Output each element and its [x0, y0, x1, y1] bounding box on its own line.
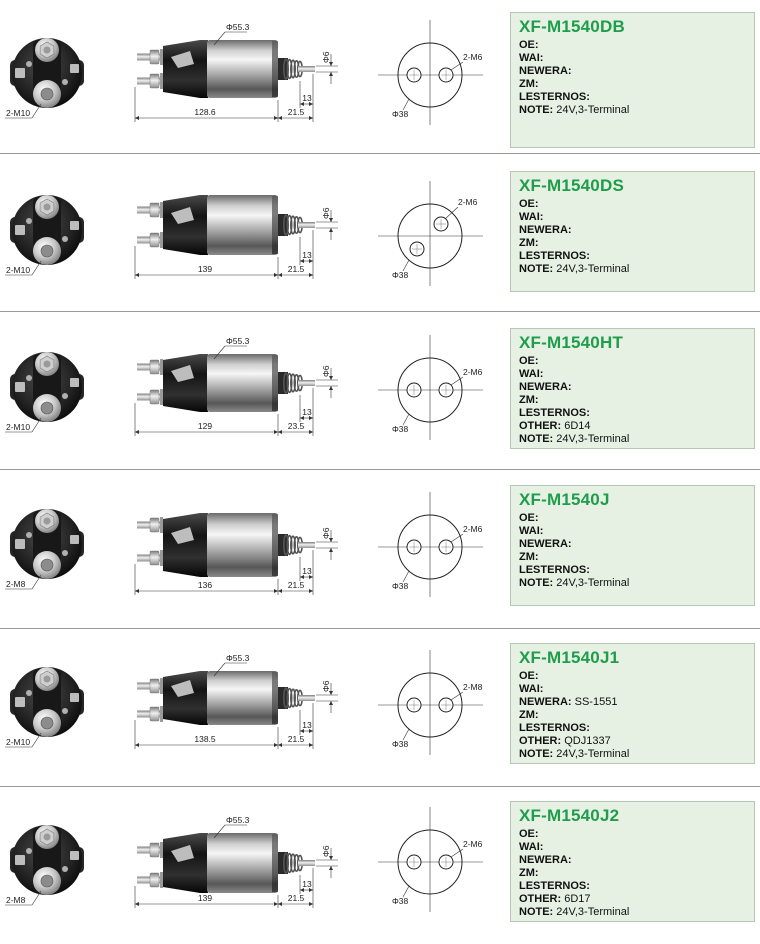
right-terminal: [70, 851, 79, 860]
field-zm-label: ZM:: [519, 551, 539, 563]
plunger-dimension-label: 21.5: [287, 734, 305, 744]
lower-terminal-stud: [41, 88, 53, 100]
hole-thread-label: 2-M8: [463, 682, 483, 692]
terminal-nut: [150, 518, 159, 532]
plunger-pin: [298, 695, 315, 701]
field-zm-label: ZM:: [519, 237, 539, 249]
terminal-washer: [160, 706, 163, 722]
end-view-image: [5, 667, 84, 747]
field-note: [519, 577, 746, 590]
mounting-hole-diagram: [378, 807, 483, 912]
field-newera-label: NEWERA:: [519, 854, 572, 866]
field-newera: [519, 854, 746, 867]
product-row: [0, 471, 760, 628]
product-row: [0, 787, 760, 944]
pin-dia-label: Φ6: [321, 845, 331, 857]
left-terminal: [15, 68, 25, 78]
right-terminal: [70, 64, 79, 73]
field-note-label: NOTE:: [519, 577, 554, 589]
field-other-label: OTHER:: [519, 735, 562, 747]
field-oe-label: OE:: [519, 355, 539, 367]
field-note-label: NOTE:: [519, 104, 554, 116]
terminal-washer: [160, 872, 163, 888]
field-wai-label: WAI:: [519, 841, 544, 853]
mounting-hole-diagram: [378, 650, 483, 755]
terminal-nut: [150, 203, 159, 217]
side-view-image: [135, 513, 338, 595]
end-view-image: [5, 352, 84, 432]
field-note: [519, 433, 746, 446]
solenoid-cap: [163, 195, 208, 255]
product-info-box: [510, 801, 755, 922]
plunger-pin: [298, 380, 315, 386]
stroke-dimension-label: 13: [302, 250, 312, 260]
plunger-dimension-label: 21.5: [287, 893, 305, 903]
field-lesternos: [519, 880, 746, 893]
upper-terminal-stud: [44, 47, 51, 54]
terminal-nut: [150, 74, 159, 88]
left-terminal: [15, 382, 25, 392]
body-dia-label: Φ55.3: [226, 22, 250, 32]
field-lesternos-label: LESTERNOS:: [519, 91, 590, 103]
hole-thread-label: 2-M6: [463, 524, 483, 534]
body-rim: [272, 834, 278, 892]
end-view-image: [5, 825, 84, 905]
left-screw: [26, 218, 32, 224]
flange-dia-label: Φ38: [392, 896, 409, 906]
upper-terminal-stud: [44, 518, 51, 525]
field-newera-label: NEWERA:: [519, 224, 572, 236]
left-terminal: [15, 697, 25, 707]
end-view-image: [5, 195, 84, 275]
field-newera: [519, 696, 746, 709]
lower-terminal-stud: [41, 559, 53, 571]
product-row: [0, 314, 760, 471]
field-zm-label: ZM:: [519, 394, 539, 406]
field-other-value: QDJ1337: [564, 735, 611, 747]
field-note: [519, 263, 746, 276]
field-newera-label: NEWERA:: [519, 696, 572, 708]
solenoid-body: [207, 833, 278, 893]
field-oe: [519, 670, 746, 683]
field-zm: [519, 551, 746, 564]
product-info-box: [510, 643, 755, 764]
right-terminal: [70, 693, 79, 702]
right-screw: [62, 550, 68, 556]
right-terminal: [70, 221, 79, 230]
terminal-washer: [160, 389, 163, 405]
model-number: XF-M1540HT: [519, 333, 624, 352]
hole-thread-label: 2-M6: [463, 367, 483, 377]
stroke-dimension-label: 13: [302, 407, 312, 417]
solenoid-body: [207, 513, 278, 577]
flange-dia-label: Φ38: [392, 424, 409, 434]
left-terminal: [15, 225, 25, 235]
solenoid-body: [207, 40, 278, 98]
field-other-label: OTHER:: [519, 893, 562, 905]
field-other-label: OTHER:: [519, 420, 562, 432]
field-lesternos: [519, 564, 746, 577]
field-note-value: 24V,3-Terminal: [556, 577, 630, 589]
pin-dia-label: Φ6: [321, 527, 331, 539]
side-view-image: [135, 653, 338, 749]
right-terminal: [70, 378, 79, 387]
product-row: [0, 629, 760, 786]
field-wai: [519, 841, 746, 854]
terminal-nut: [150, 679, 159, 693]
field-note-label: NOTE:: [519, 433, 554, 445]
field-oe: [519, 355, 746, 368]
field-wai-label: WAI:: [519, 525, 544, 537]
plunger-dimension-label: 21.5: [287, 580, 305, 590]
field-note-label: NOTE:: [519, 748, 554, 760]
terminal-thread-label: 2-M8: [6, 895, 26, 905]
field-wai: [519, 211, 746, 224]
product-drawings: [0, 314, 500, 471]
terminal-nut: [150, 843, 159, 857]
flange-dia-label: Φ38: [392, 109, 409, 119]
terminal-nut: [150, 360, 159, 374]
terminal-washer: [160, 678, 163, 694]
plunger-dimension-label: 21.5: [287, 107, 305, 117]
right-terminal: [70, 535, 79, 544]
terminal-thread-label: 2-M10: [6, 737, 31, 747]
field-zm: [519, 394, 746, 407]
field-note: [519, 104, 746, 117]
plunger-pin: [298, 542, 315, 548]
pin-dia-label: Φ6: [321, 51, 331, 63]
terminal-thread-label: 2-M10: [6, 422, 31, 432]
product-drawings: [0, 629, 500, 786]
stroke-dimension-label: 13: [302, 566, 312, 576]
field-oe: [519, 828, 746, 841]
upper-terminal-stud: [44, 676, 51, 683]
field-oe-label: OE:: [519, 39, 539, 51]
field-newera: [519, 65, 746, 78]
field-lesternos: [519, 250, 746, 263]
terminal-nut: [150, 873, 159, 887]
terminal-nut: [150, 233, 159, 247]
body-rim: [272, 514, 278, 576]
field-wai-label: WAI:: [519, 368, 544, 380]
field-zm: [519, 78, 746, 91]
terminal-thread-label: 2-M8: [6, 579, 26, 589]
product-info-box: [510, 12, 755, 148]
product-drawings: [0, 157, 500, 314]
field-wai: [519, 368, 746, 381]
end-view-image: [5, 509, 84, 589]
terminal-nut: [150, 390, 159, 404]
terminal-nut: [150, 707, 159, 721]
end-view-image: [5, 38, 84, 118]
flange-dia-label: Φ38: [392, 739, 409, 749]
model-number: XF-M1540J1: [519, 648, 620, 667]
terminal-washer: [160, 359, 163, 375]
left-screw: [26, 61, 32, 67]
body-dia-label: Φ55.3: [226, 336, 250, 346]
left-screw: [26, 690, 32, 696]
right-screw: [62, 866, 68, 872]
lower-terminal-stud: [41, 245, 53, 257]
upper-terminal-stud: [44, 204, 51, 211]
hole-thread-label: 2-M6: [458, 197, 478, 207]
solenoid-cap: [163, 833, 208, 893]
field-oe: [519, 39, 746, 52]
solenoid-cap: [163, 354, 208, 412]
field-note: [519, 748, 746, 761]
solenoid-body: [207, 354, 278, 412]
stroke-dimension-label: 13: [302, 93, 312, 103]
field-newera-label: NEWERA:: [519, 381, 572, 393]
field-oe: [519, 512, 746, 525]
plunger-dimension-label: 23.5: [287, 421, 305, 431]
flange-dia-label: Φ38: [392, 581, 409, 591]
terminal-washer: [160, 73, 163, 89]
terminal-washer: [160, 842, 163, 858]
mounting-hole-diagram: [378, 492, 483, 597]
field-oe-label: OE:: [519, 512, 539, 524]
length-dimension-label: 136: [197, 580, 213, 590]
product-drawings: [0, 471, 500, 628]
left-terminal: [15, 855, 25, 865]
body-rim: [272, 355, 278, 411]
stroke-dimension-label: 13: [302, 879, 312, 889]
field-oe-label: OE:: [519, 198, 539, 210]
field-oe-label: OE:: [519, 828, 539, 840]
field-oe-label: OE:: [519, 670, 539, 682]
field-lesternos: [519, 722, 746, 735]
field-zm: [519, 709, 746, 722]
field-lesternos: [519, 407, 746, 420]
mounting-hole-diagram: [378, 181, 483, 286]
field-lesternos-label: LESTERNOS:: [519, 564, 590, 576]
field-lesternos-label: LESTERNOS:: [519, 250, 590, 262]
field-lesternos-label: LESTERNOS:: [519, 407, 590, 419]
product-info-box: [510, 485, 755, 606]
terminal-washer: [160, 202, 163, 218]
body-rim: [272, 41, 278, 97]
terminal-thread-label: 2-M10: [6, 265, 31, 275]
mounting-hole-diagram: [378, 20, 483, 125]
product-drawings: [0, 0, 500, 157]
side-view-image: [135, 195, 338, 279]
field-newera: [519, 381, 746, 394]
field-wai: [519, 683, 746, 696]
plunger-pin: [298, 66, 315, 72]
field-newera: [519, 538, 746, 551]
field-newera: [519, 224, 746, 237]
field-note-value: 24V,3-Terminal: [556, 263, 630, 275]
field-newera-label: NEWERA:: [519, 65, 572, 77]
lower-terminal-stud: [41, 402, 53, 414]
field-newera-label: NEWERA:: [519, 538, 572, 550]
side-view-image: [135, 815, 338, 908]
solenoid-body: [207, 195, 278, 255]
field-wai-label: WAI:: [519, 52, 544, 64]
field-wai-label: WAI:: [519, 211, 544, 223]
body-rim: [272, 196, 278, 254]
terminal-washer: [160, 49, 163, 65]
lower-terminal-stud: [41, 875, 53, 887]
left-screw: [26, 848, 32, 854]
field-lesternos-label: LESTERNOS:: [519, 722, 590, 734]
solenoid-cap: [163, 513, 208, 577]
solenoid-body: [207, 671, 278, 725]
length-dimension-label: 139: [197, 264, 213, 274]
product-row: [0, 157, 760, 314]
pin-dia-label: Φ6: [321, 680, 331, 692]
field-other: [519, 735, 746, 748]
field-note-label: NOTE:: [519, 263, 554, 275]
length-dimension-label: 128.6: [194, 107, 216, 117]
field-note-value: 24V,3-Terminal: [556, 433, 630, 445]
product-info-box: [510, 328, 755, 449]
terminal-nut: [150, 551, 159, 565]
field-zm-label: ZM:: [519, 709, 539, 721]
pin-dia-label: Φ6: [321, 207, 331, 219]
terminal-washer: [160, 550, 163, 566]
terminal-nut: [150, 50, 159, 64]
stroke-dimension-label: 13: [302, 720, 312, 730]
flange-dia-label: Φ38: [392, 270, 409, 280]
model-number: XF-M1540DB: [519, 17, 625, 36]
terminal-washer: [160, 517, 163, 533]
length-dimension-label: 139: [197, 893, 213, 903]
body-dia-label: Φ55.3: [226, 653, 250, 663]
plunger-pin: [298, 222, 315, 228]
field-zm: [519, 867, 746, 880]
field-lesternos-label: LESTERNOS:: [519, 880, 590, 892]
lower-terminal-stud: [41, 717, 53, 729]
side-view-image: [135, 22, 338, 122]
hole-thread-label: 2-M6: [463, 839, 483, 849]
product-row: [0, 0, 760, 157]
plunger-dimension-label: 21.5: [287, 264, 305, 274]
field-zm-label: ZM:: [519, 78, 539, 90]
length-dimension-label: 138.5: [194, 734, 216, 744]
product-info-box: [510, 171, 755, 292]
field-note-value: 24V,3-Terminal: [556, 906, 630, 918]
upper-terminal-stud: [44, 834, 51, 841]
left-terminal: [15, 539, 25, 549]
left-screw: [26, 375, 32, 381]
upper-terminal-stud: [44, 361, 51, 368]
side-view-image: [135, 336, 338, 436]
field-other-value: 6D14: [564, 420, 591, 432]
right-screw: [62, 708, 68, 714]
right-screw: [62, 79, 68, 85]
field-note-value: 24V,3-Terminal: [556, 748, 630, 760]
pin-dia-label: Φ6: [321, 365, 331, 377]
model-number: XF-M1540J: [519, 490, 610, 509]
field-other: [519, 893, 746, 906]
field-note-label: NOTE:: [519, 906, 554, 918]
field-zm-label: ZM:: [519, 867, 539, 879]
solenoid-cap: [163, 671, 208, 725]
terminal-washer: [160, 232, 163, 248]
field-lesternos: [519, 91, 746, 104]
model-number: XF-M1540DS: [519, 176, 624, 195]
field-other: [519, 420, 746, 433]
left-screw: [26, 532, 32, 538]
field-wai: [519, 52, 746, 65]
field-wai-label: WAI:: [519, 683, 544, 695]
field-note: [519, 906, 746, 919]
body-rim: [272, 672, 278, 724]
model-number: XF-M1540J2: [519, 806, 620, 825]
solenoid-cap: [163, 40, 208, 98]
mounting-hole-diagram: [378, 335, 483, 440]
body-dia-label: Φ55.3: [226, 815, 250, 825]
terminal-thread-label: 2-M10: [6, 108, 31, 118]
right-screw: [62, 236, 68, 242]
hole-thread-label: 2-M6: [463, 52, 483, 62]
field-other-value: 6D17: [564, 893, 591, 905]
plunger-pin: [298, 860, 315, 866]
field-oe: [519, 198, 746, 211]
field-newera-value: SS-1551: [574, 696, 618, 708]
field-wai: [519, 525, 746, 538]
field-zm: [519, 237, 746, 250]
length-dimension-label: 129: [197, 421, 213, 431]
product-drawings: [0, 787, 500, 944]
right-screw: [62, 393, 68, 399]
field-note-value: 24V,3-Terminal: [556, 104, 630, 116]
